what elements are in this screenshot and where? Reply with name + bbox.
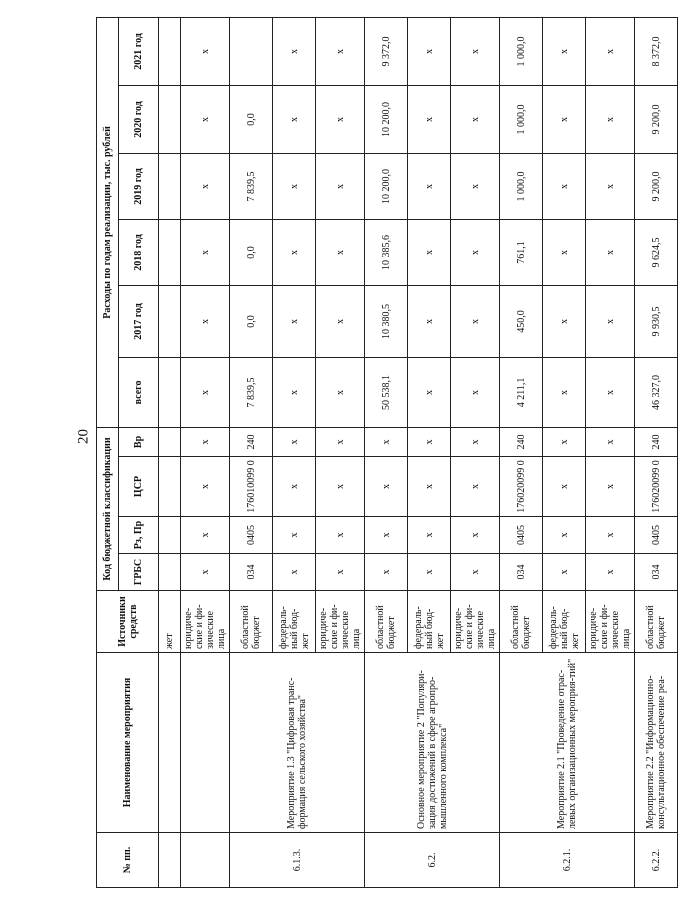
cell-total: х: [181, 357, 230, 427]
cell-2020: 9 200,0: [635, 85, 678, 153]
cell-grbs: х: [273, 554, 316, 591]
cell-rzpr: х: [181, 517, 230, 554]
cell-2019: 7 839,5: [230, 153, 273, 219]
expenses-table: [96, 17, 678, 888]
cell-2018: [159, 219, 181, 285]
cell-csr: 176020099 0: [635, 457, 678, 517]
header-2018: 2018 год: [119, 219, 159, 285]
header-source: Источники средств: [97, 591, 159, 653]
cell-2018: 761,1: [500, 219, 543, 285]
cell-2018: х: [181, 219, 230, 285]
cell-name: Мероприятие 1.3 "Цифровая транс-формация сельского хозяйства": [230, 653, 365, 833]
cell-2021: х: [543, 17, 586, 85]
cell-2017: 10 380,5: [365, 285, 408, 357]
cell-2017: х: [586, 285, 635, 357]
header-2017: 2017 год: [119, 285, 159, 357]
cell-rzpr: х: [316, 517, 365, 554]
cell-2020: х: [181, 85, 230, 153]
cell-2017: 450,0: [500, 285, 543, 357]
cell-vr: х: [273, 427, 316, 456]
cell-source: юридиче-ские и фи-зические лица: [451, 591, 500, 653]
cell-2018: 0,0: [230, 219, 273, 285]
cell-2020: х: [451, 85, 500, 153]
cell-no: 6.1.3.: [230, 833, 365, 888]
cell-no: 6.2.1.: [500, 833, 635, 888]
cell-2017: х: [408, 285, 451, 357]
cell-total: х: [408, 357, 451, 427]
cell-name: [181, 653, 230, 833]
cell-2021: х: [408, 17, 451, 85]
cell-no: 6.2.2.: [635, 833, 678, 888]
cell-rzpr: 0405: [635, 517, 678, 554]
cell-2018: х: [543, 219, 586, 285]
cell-2020: х: [316, 85, 365, 153]
cell-2021: 9 372,0: [365, 17, 408, 85]
cell-source: областной бюджет: [500, 591, 543, 653]
cell-2017: х: [451, 285, 500, 357]
cell-2018: 9 624,5: [635, 219, 678, 285]
cell-rzpr: х: [408, 517, 451, 554]
cell-2017: 0,0: [230, 285, 273, 357]
cell-rzpr: 0405: [500, 517, 543, 554]
cell-rzpr: [159, 517, 181, 554]
cell-2018: х: [408, 219, 451, 285]
cell-2019: х: [316, 153, 365, 219]
cell-csr: х: [451, 457, 500, 517]
cell-source: областной бюджет: [230, 591, 273, 653]
cell-grbs: х: [451, 554, 500, 591]
cell-grbs: х: [316, 554, 365, 591]
rotated-page: [96, 18, 667, 888]
cell-rzpr: х: [273, 517, 316, 554]
cell-source: федераль-ный бюд-жет: [543, 591, 586, 653]
cell-grbs: 034: [230, 554, 273, 591]
cell-rzpr: х: [451, 517, 500, 554]
cell-rzpr: х: [543, 517, 586, 554]
cell-rzpr: х: [365, 517, 408, 554]
cell-vr: 240: [500, 427, 543, 456]
cell-vr: 240: [635, 427, 678, 456]
cell-2017: х: [273, 285, 316, 357]
table-row: [230, 17, 273, 887]
cell-2017: х: [316, 285, 365, 357]
table-row: [159, 17, 181, 887]
cell-source: областной бюджет: [365, 591, 408, 653]
cell-2020: 1 000,0: [500, 85, 543, 153]
cell-2018: х: [273, 219, 316, 285]
cell-total: 7 839,5: [230, 357, 273, 427]
cell-vr: х: [316, 427, 365, 456]
cell-2019: х: [543, 153, 586, 219]
cell-2019: х: [586, 153, 635, 219]
cell-2021: [159, 17, 181, 85]
cell-2019: х: [451, 153, 500, 219]
cell-2020: 0,0: [230, 85, 273, 153]
cell-name: Мероприятие 2.2 "Информационно-консультационное обеспечение реа-: [635, 653, 678, 833]
cell-source: жет: [159, 591, 181, 653]
cell-2017: [159, 285, 181, 357]
cell-2021: х: [181, 17, 230, 85]
cell-vr: [159, 427, 181, 456]
cell-2021: 8 372,0: [635, 17, 678, 85]
cell-2020: х: [408, 85, 451, 153]
cell-source: юридиче-ские и фи-зические лица: [181, 591, 230, 653]
header-total: всего: [119, 357, 159, 427]
cell-grbs: 034: [635, 554, 678, 591]
cell-csr: х: [365, 457, 408, 517]
cell-total: х: [316, 357, 365, 427]
header-2019: 2019 год: [119, 153, 159, 219]
header-2021: 2021 год: [119, 17, 159, 85]
cell-2019: 10 200,0: [365, 153, 408, 219]
header-csr: ЦСР: [119, 457, 159, 517]
cell-2021: х: [316, 17, 365, 85]
cell-total: 50 538,1: [365, 357, 408, 427]
cell-vr: х: [543, 427, 586, 456]
cell-grbs: х: [586, 554, 635, 591]
cell-csr: х: [586, 457, 635, 517]
cell-total: х: [586, 357, 635, 427]
cell-vr: х: [451, 427, 500, 456]
cell-2020: [159, 85, 181, 153]
cell-grbs: х: [365, 554, 408, 591]
cell-2018: 10 385,6: [365, 219, 408, 285]
cell-csr: 176010099 0: [230, 457, 273, 517]
cell-2017: 9 930,5: [635, 285, 678, 357]
cell-source: областной бюджет: [635, 591, 678, 653]
cell-2018: х: [586, 219, 635, 285]
cell-csr: [159, 457, 181, 517]
cell-csr: х: [273, 457, 316, 517]
cell-vr: х: [408, 427, 451, 456]
header-no: № пп.: [97, 833, 159, 888]
cell-2021: [230, 17, 273, 85]
cell-2019: х: [273, 153, 316, 219]
cell-rzpr: 0405: [230, 517, 273, 554]
cell-total: х: [273, 357, 316, 427]
cell-2019: 9 200,0: [635, 153, 678, 219]
cell-2019: х: [181, 153, 230, 219]
cell-total: 46 327,0: [635, 357, 678, 427]
cell-no: [181, 833, 230, 888]
cell-vr: х: [365, 427, 408, 456]
cell-2017: х: [543, 285, 586, 357]
page-number: 20: [75, 429, 92, 444]
cell-name: Основное мероприятие 2 "Популяри-зация достижений в сфере агропро-мышленного комплекса": [365, 653, 500, 833]
cell-vr: 240: [230, 427, 273, 456]
header-grbs: ГРБС: [119, 554, 159, 591]
cell-2017: х: [181, 285, 230, 357]
cell-source: юридиче-ские и фи-зические лица: [316, 591, 365, 653]
cell-csr: х: [181, 457, 230, 517]
cell-grbs: х: [408, 554, 451, 591]
cell-source: федераль-ный бюд-жет: [273, 591, 316, 653]
cell-grbs: х: [543, 554, 586, 591]
cell-total: х: [451, 357, 500, 427]
cell-grbs: [159, 554, 181, 591]
cell-csr: 176020099 0: [500, 457, 543, 517]
header-code-group: Код бюджетной классификации: [97, 427, 119, 590]
cell-2020: 10 200,0: [365, 85, 408, 153]
cell-total: [159, 357, 181, 427]
cell-2020: х: [543, 85, 586, 153]
cell-2021: х: [273, 17, 316, 85]
table-row: [500, 17, 543, 887]
cell-2019: х: [408, 153, 451, 219]
cell-2018: х: [316, 219, 365, 285]
cell-2020: х: [273, 85, 316, 153]
header-rzpr: Рз, Пр: [119, 517, 159, 554]
table-row: [181, 17, 230, 887]
cell-2021: х: [451, 17, 500, 85]
cell-2019: [159, 153, 181, 219]
cell-2018: х: [451, 219, 500, 285]
cell-total: х: [543, 357, 586, 427]
cell-grbs: 034: [500, 554, 543, 591]
cell-csr: х: [543, 457, 586, 517]
table-row: [635, 17, 678, 887]
cell-source: юридиче-ские и фи-зические лица: [586, 591, 635, 653]
cell-rzpr: х: [586, 517, 635, 554]
cell-total: 4 211,1: [500, 357, 543, 427]
cell-vr: х: [586, 427, 635, 456]
cell-vr: х: [181, 427, 230, 456]
cell-csr: х: [316, 457, 365, 517]
cell-2019: 1 000,0: [500, 153, 543, 219]
header-2020: 2020 год: [119, 85, 159, 153]
cell-2020: х: [586, 85, 635, 153]
header-expenses-group: Расходы по годам реализации, тыс. рублей: [97, 17, 119, 427]
header-name: Наименование мероприятия: [97, 653, 159, 833]
cell-2021: 1 000,0: [500, 17, 543, 85]
cell-name: Мероприятие 2.1 "Проведение отрас-левых организационных мероприя-тий": [500, 653, 635, 833]
cell-name: [159, 653, 181, 833]
header-vr: Вр: [119, 427, 159, 456]
cell-csr: х: [408, 457, 451, 517]
cell-no: [159, 833, 181, 888]
cell-2021: х: [586, 17, 635, 85]
cell-no: 6.2.: [365, 833, 500, 888]
cell-source: федераль-ный бюд-жет: [408, 591, 451, 653]
table-row: [365, 17, 408, 887]
cell-grbs: х: [181, 554, 230, 591]
